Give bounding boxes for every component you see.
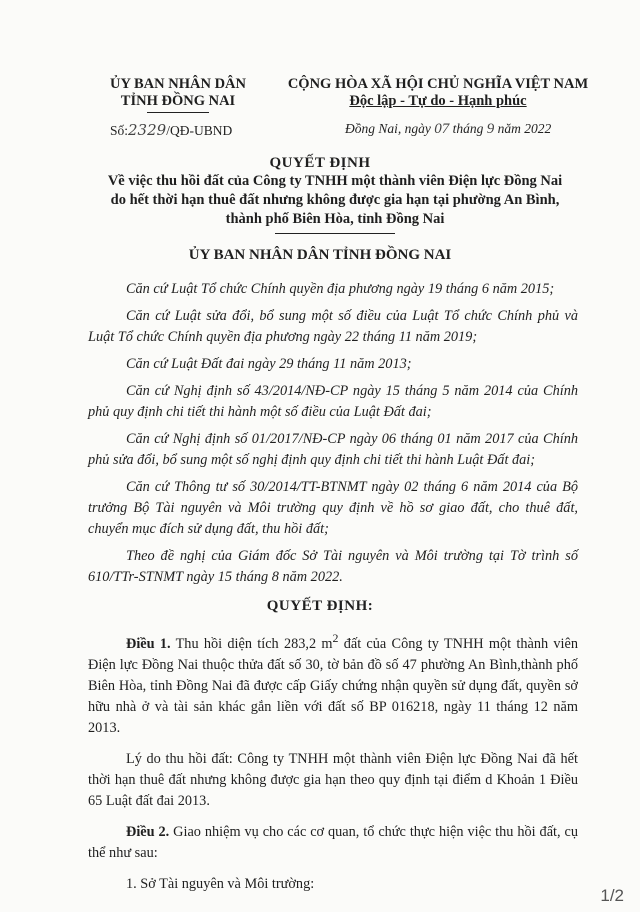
- article-2-text: Giao nhiệm vụ cho các cơ quan, tổ chức thực hiện việc thu hồi đất, cụ thể như sau:: [88, 823, 578, 861]
- date-year: năm 2022: [497, 121, 552, 136]
- article-1-text-a: Thu hồi diện tích 283,2 m: [170, 635, 333, 652]
- document-title: QUYẾT ĐỊNH: [269, 155, 371, 171]
- legal-bases: [88, 279, 578, 594]
- date-month: 9: [486, 121, 495, 137]
- subject-line3: thành phố Biên Hòa, tỉnh Đồng Nai: [225, 211, 445, 227]
- decision-heading: QUYẾT ĐỊNH:: [266, 598, 374, 614]
- article-1: [88, 628, 578, 739]
- national-motto: Độc lập - Tự do - Hạnh phúc: [349, 93, 527, 109]
- article-2-label: Điều 2.: [126, 823, 170, 840]
- legal-basis: Căn cứ Nghị định số 43/2014/NĐ-CP ngày 15 tháng 5 năm 2014 của Chính phủ quy định chi tiết thi hành một số điều của Luật Đất đai;: [88, 383, 578, 420]
- subject-line2: do hết thời hạn thuê đất nhưng không được gia hạn tại phường An Bình,: [110, 192, 560, 208]
- subject-line1: Về việc thu hồi đất của Công ty TNHH một thành viên Điện lực Đồng Nai: [107, 173, 563, 189]
- article-2: [88, 822, 578, 864]
- national-title: CỘNG HÒA XÃ HỘI CHỦ NGHĨA VIỆT NAM: [287, 76, 589, 92]
- date-place: Đồng Nai, ngày: [345, 121, 431, 136]
- article-2-item-1: 1. Sở Tài nguyên và Môi trường:: [126, 875, 315, 892]
- date-day: 07: [434, 121, 450, 137]
- agency-line2: TỈNH ĐỒNG NAI: [120, 93, 236, 109]
- doc-number-suffix: /QĐ-UBND: [166, 123, 233, 138]
- date-month-label: tháng: [452, 121, 484, 136]
- area-unit-superscript: 2: [332, 631, 339, 645]
- doc-number-handwritten: 2329: [128, 121, 167, 139]
- legal-basis: Theo đề nghị của Giám đốc Sở Tài nguyên và Môi trường tại Tờ trình số 610/TTr-STNMT ngày 15 tháng 8 năm 2022.: [88, 548, 578, 585]
- page-indicator: 1/2: [600, 886, 624, 905]
- issue-date: [345, 121, 551, 138]
- article-1-label: Điều 1.: [126, 635, 171, 652]
- authority-heading: ỦY BAN NHÂN DÂN TỈNH ĐỒNG NAI: [188, 247, 452, 263]
- article-1-text-b: đất của Công ty TNHH một thành viên Điện lực Đồng Nai thuộc thửa đất số 30, tờ bản đồ số 47 phường An Bình,thành phố Biên Hòa, tỉnh Đồng Nai đã được cấp Giấy chứng nhận quyền sử dụng đất, quyền sở hữu nhà ở và tài sản khác gắn liền với đất số BP 016218, ngày 11 tháng 12 năm 2013.: [88, 635, 578, 736]
- national-header: [278, 76, 598, 110]
- legal-basis: Căn cứ Luật Đất đai ngày 29 tháng 11 năm 2013;: [126, 356, 412, 372]
- legal-basis: Căn cứ Nghị định số 01/2017/NĐ-CP ngày 06 tháng 01 năm 2017 của Chính phủ sửa đổi, bổ sung một số nghị định quy định chi tiết thi hành Luật Đất đai;: [88, 431, 578, 468]
- legal-basis: Căn cứ Luật sửa đổi, bổ sung một số điều của Luật Tổ chức Chính phủ và Luật Tổ chức Chính quyền địa phương ngày 22 tháng 11 năm 2019;: [88, 308, 578, 345]
- document-number: [110, 121, 232, 139]
- doc-number-prefix: Số:: [110, 123, 129, 138]
- legal-basis: Căn cứ Luật Tổ chức Chính quyền địa phương ngày 19 tháng 6 năm 2015;: [126, 281, 555, 297]
- legal-basis: Căn cứ Thông tư số 30/2014/TT-BTNMT ngày 02 tháng 6 năm 2014 của Bộ trưởng Bộ Tài nguyên và Môi trường quy định về hồ sơ giao đất, cho thuê đất, chuyển mục đích sử dụng đất, thu hồi đất;: [88, 479, 578, 537]
- revocation-reason: Lý do thu hồi đất: Công ty TNHH một thành viên Điện lực Đồng Nai đã hết thời hạn thuê đất nhưng không được gia hạn theo quy định tại điểm d Khoản 1 Điều 65 Luật đất đai 2013.: [88, 750, 578, 809]
- issuing-agency: [88, 76, 268, 113]
- subject-underline: [275, 233, 395, 234]
- agency-line1: ỦY BAN NHÂN DÂN: [109, 76, 246, 92]
- decision-body: [88, 628, 578, 905]
- document-subject: [90, 172, 580, 234]
- agency-underline: [147, 112, 209, 113]
